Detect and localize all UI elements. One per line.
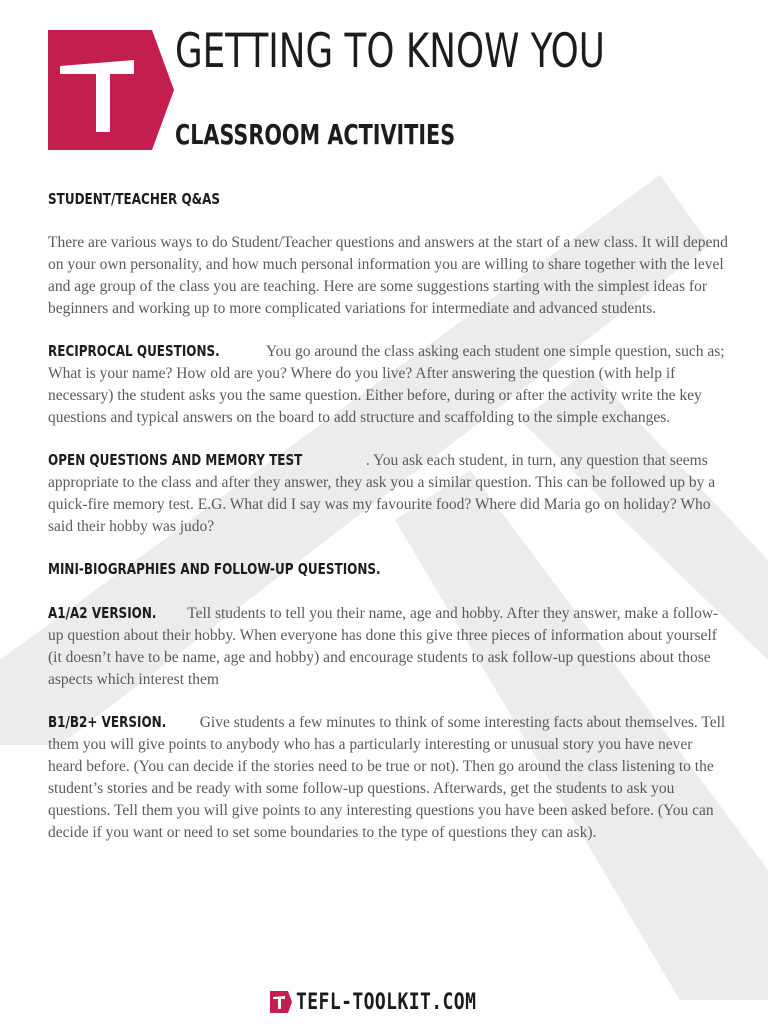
- section-heading-qa: STUDENT/TEACHER Q&AS: [48, 190, 221, 208]
- open-questions-text: . You ask each student, in turn, any question that seems appropriate to the class and after they answer, they ask you a similar question. This can be followed up by a quick-fire memory test. E.G. What did I say was my favourite food? Where did Maria go on holiday? Who said their hobby was judo?: [48, 452, 716, 535]
- page-subtitle: CLASSROOM ACTIVITIES: [175, 118, 456, 151]
- b1-b2-lead: B1/B2+ VERSION.: [48, 713, 167, 731]
- open-questions-paragraph: [48, 449, 728, 538]
- page-title: GETTING TO KNOW YOU: [175, 24, 605, 79]
- footer: [270, 988, 516, 1016]
- reciprocal-questions-text: You go around the class asking each student one simple question, such as; What is your name? How old are you? Where do you live? After answering the question (with help if necessary) the student asks you the same question. Either before, during or after the activity write the key questions and typical answers on the board to add structure and scaffolding to the simple exchanges.: [48, 343, 725, 426]
- b1-b2-paragraph: [48, 711, 728, 844]
- article-body: [48, 188, 728, 864]
- a1-a2-lead: A1/A2 VERSION.: [48, 604, 157, 622]
- a1-a2-paragraph: [48, 602, 728, 691]
- reciprocal-questions-paragraph: [48, 340, 728, 429]
- footer-logo-icon: [270, 991, 292, 1013]
- b1-b2-text: Give students a few minutes to think of some interesting facts about themselves. Tell them you will give points to anybody who has a particularly interesting or unusual story you have never heard before. (You can decide if the stories need to be true or not). Then go around the class listening to the student’s stories and be ready with some follow-up questions. Afterwards, get the students to ask you questions. Tell them you will give points to any interesting questions you have been asked before. (You can decide if you want or need to set some boundaries to the type of questions they can ask).: [48, 714, 726, 841]
- brand-logo: [48, 30, 174, 150]
- reciprocal-questions-lead: RECIPROCAL QUESTIONS.: [48, 342, 220, 360]
- open-questions-lead: OPEN QUESTIONS AND MEMORY TEST: [48, 451, 303, 469]
- section-heading-mini-bio: MINI-BIOGRAPHIES AND FOLLOW-UP QUESTIONS.: [48, 560, 381, 578]
- intro-paragraph: There are various ways to do Student/Teacher questions and answers at the start of a new class. It will depend on your own personality, and how much personal information you are willing to share together with the level and age group of the class you are teaching. Here are some suggestions starting with the simplest ideas for beginners and working up to more complicated variations for intermediate and advanced students.: [48, 234, 728, 317]
- footer-site-link[interactable]: TEFL-TOOLKIT.COM: [296, 989, 477, 1015]
- a1-a2-text: Tell students to tell you their name, age and hobby. After they answer, make a follow-up question about their hobby. When everyone has done this give three pieces of information about yourself (it doesn’t have to be name, age and hobby) and encourage students to ask follow-up questions about those aspects which interest them: [48, 605, 719, 688]
